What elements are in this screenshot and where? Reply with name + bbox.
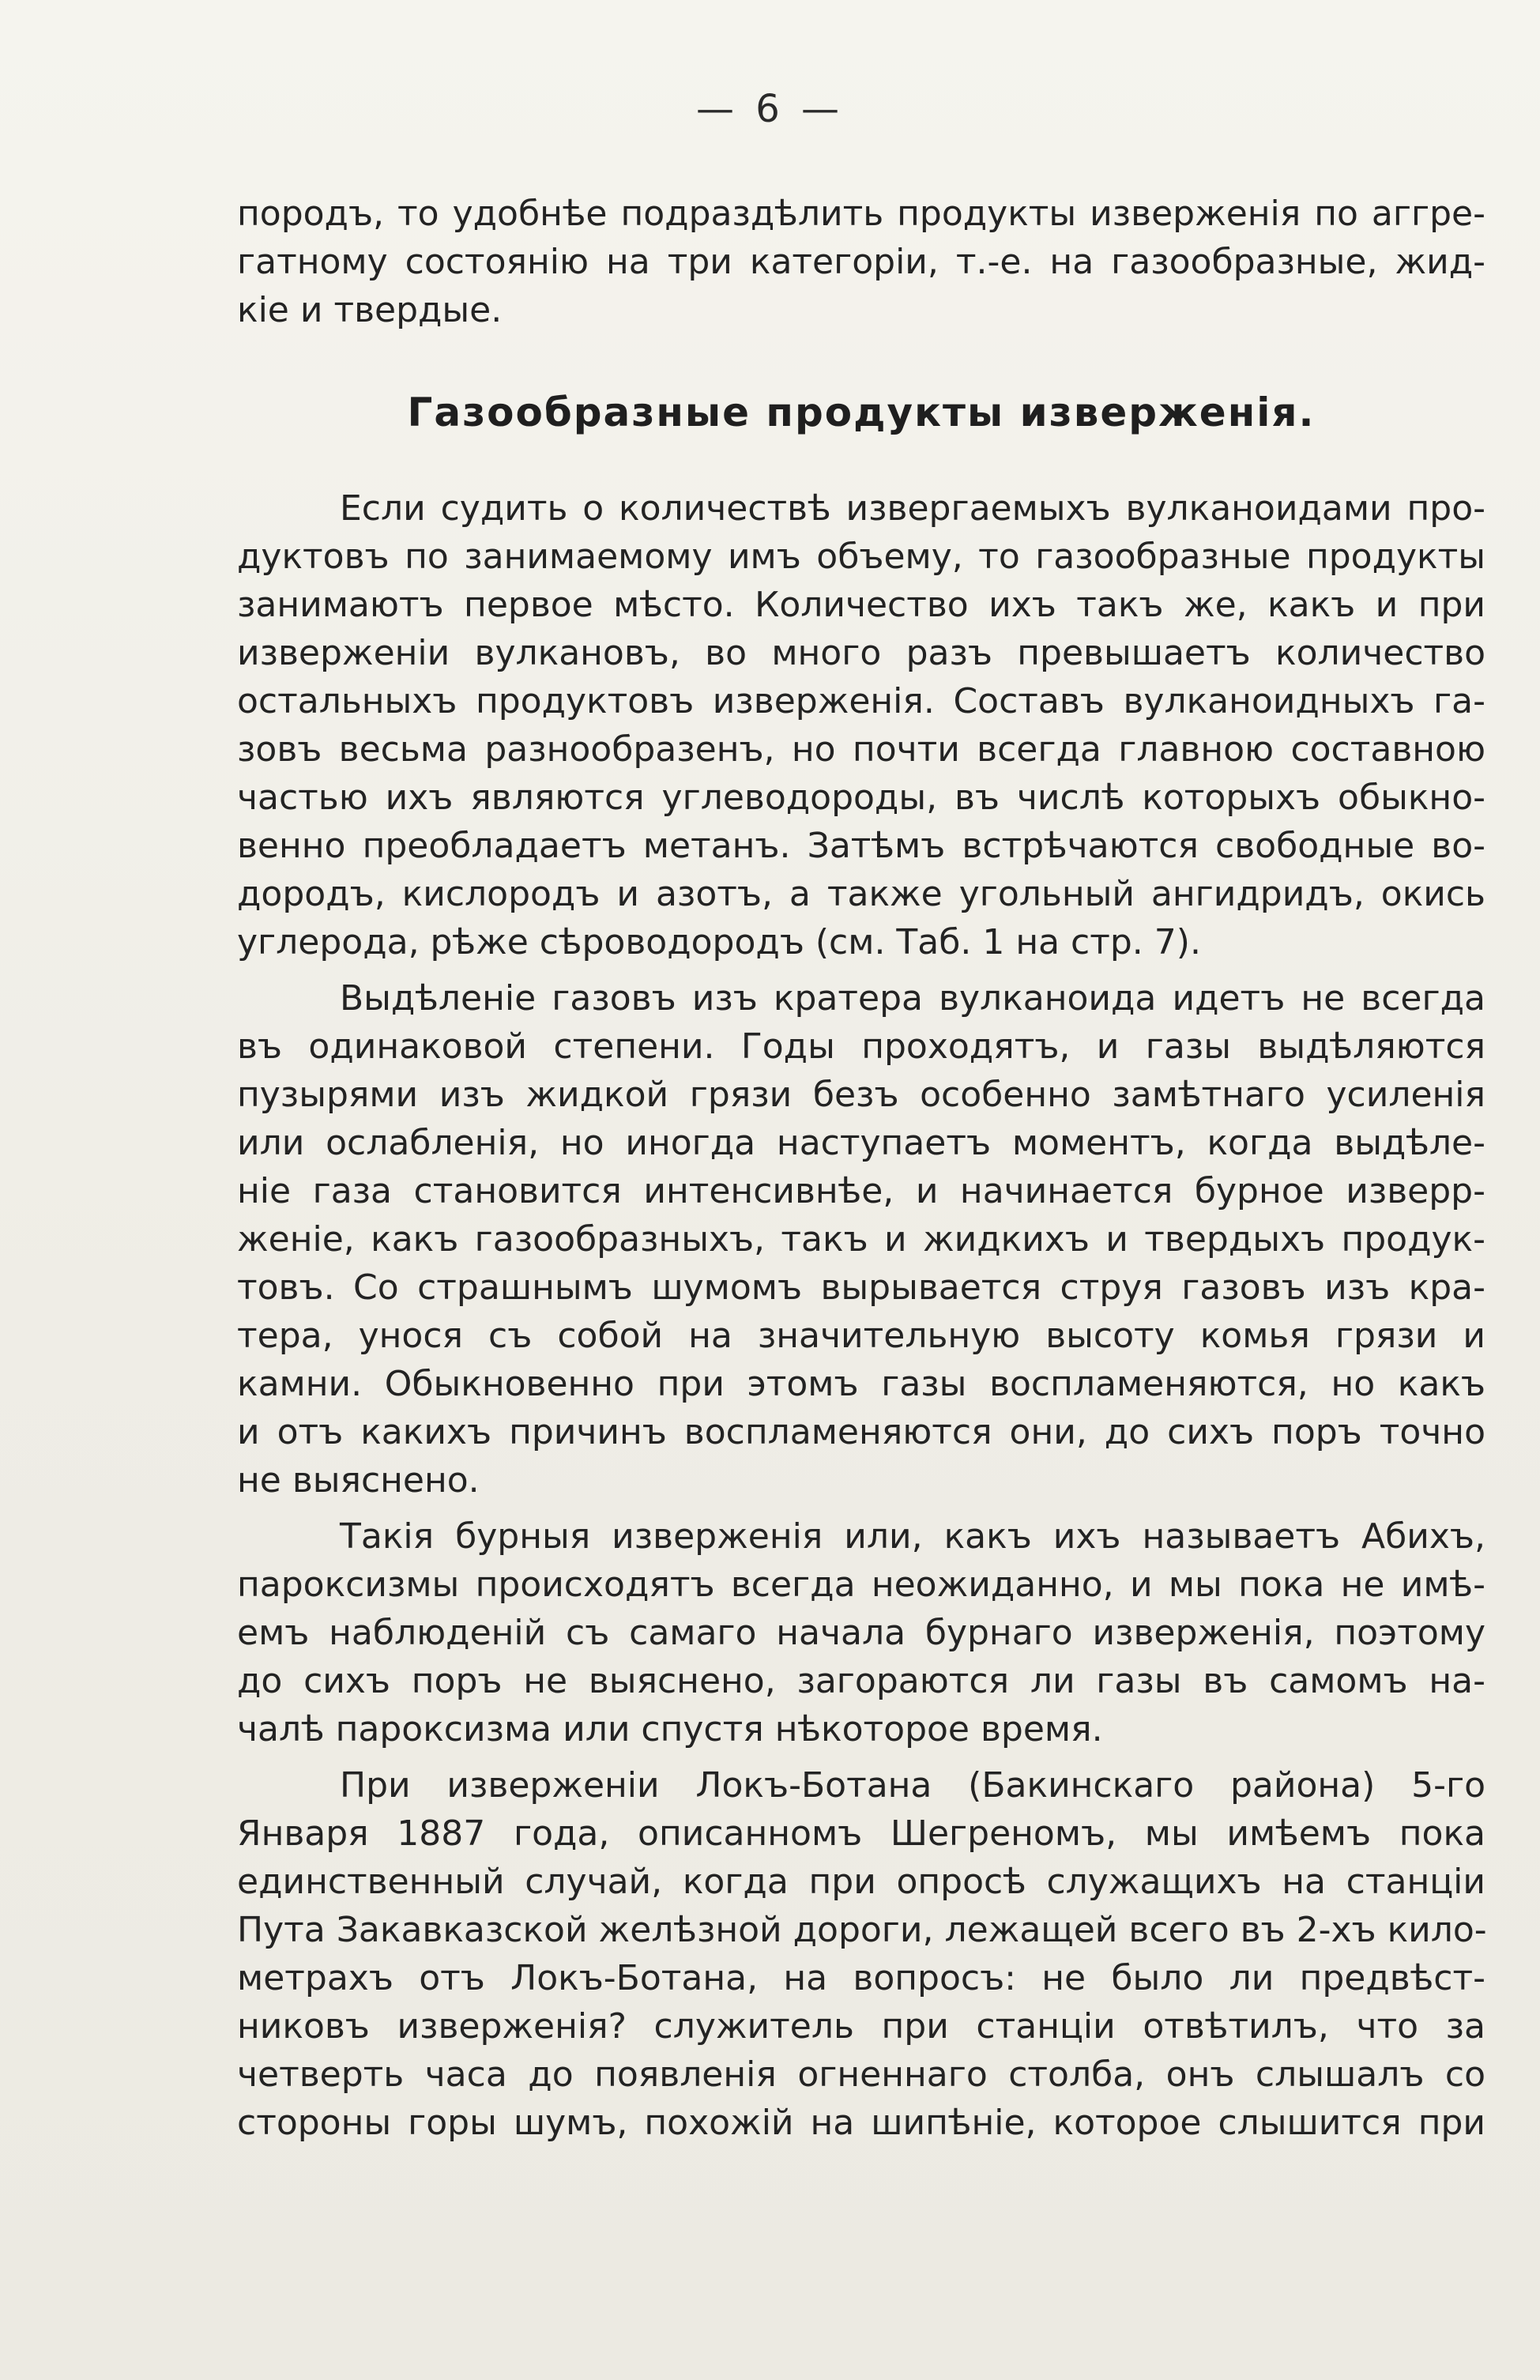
- text-line: зовъ весьма разнообразенъ, но почти всегда главною составною: [237, 729, 1485, 770]
- text-line: кіе и твердые.: [237, 290, 503, 330]
- text-line: метрахъ отъ Локъ-Ботана, на вопросъ: не было ли предвѣст-: [237, 1958, 1485, 1998]
- text-line: никовъ изверженія? служитель при станціи отвѣтилъ, что за: [237, 2006, 1485, 2047]
- text-line: При изверженіи Локъ-Ботана (Бакинскаго района) 5-го: [340, 1765, 1485, 1806]
- text-line: пузырями изъ жидкой грязи безъ особенно замѣтнаго усиленія: [237, 1075, 1485, 1115]
- text-line: женіе, какъ газообразныхъ, такъ и жидкихъ и твердыхъ продук-: [237, 1219, 1485, 1260]
- text-line: чалѣ пароксизма или спустя нѣкоторое время.: [237, 1709, 1103, 1749]
- text-body: [237, 190, 1485, 2147]
- text-line: частью ихъ являются углеводороды, въ числѣ которыхъ обыкно-: [237, 778, 1485, 818]
- text-line: четверть часа до появленія огненнаго столба, онъ слышалъ со: [237, 2054, 1485, 2095]
- text-line: изверженіи вулкановъ, во много разъ превышаетъ количество: [237, 633, 1485, 673]
- text-line: товъ. Со страшнымъ шумомъ вырывается струя газовъ изъ кра-: [237, 1267, 1485, 1308]
- text-line: углерода, рѣже сѣроводородъ (см. Таб. 1 на стр. 7).: [237, 922, 1201, 962]
- text-line: Выдѣленіе газовъ изъ кратера вулканоида идетъ не всегда: [340, 978, 1485, 1019]
- text-line: емъ наблюденій съ самаго начала бурнаго изверженія, поэтому: [237, 1613, 1485, 1653]
- text-line: не выяснено.: [237, 1460, 480, 1501]
- text-line: единственный случай, когда при опросѣ служащихъ на станціи: [237, 1862, 1485, 1902]
- text-line: венно преобладаетъ метанъ. Затѣмъ встрѣчаются свободные во-: [237, 826, 1485, 866]
- text-line: гатному состоянію на три категоріи, т.-е. на газообразные, жид-: [237, 242, 1485, 282]
- paragraph-4: [237, 1761, 1485, 2147]
- text-line: тера, унося съ собой на значительную высоту комья грязи и: [237, 1316, 1485, 1356]
- text-line: стороны горы шумъ, похожій на шипѣніе, которое слышится при: [237, 2103, 1485, 2143]
- text-line: Января 1887 года, описанномъ Шегреномъ, мы имѣемъ пока: [237, 1813, 1485, 1854]
- intro-paragraph: [237, 190, 1485, 334]
- paragraph-3: [237, 1512, 1485, 1753]
- text-line: до сихъ поръ не выяснено, загораются ли газы въ самомъ на-: [237, 1661, 1485, 1701]
- section-heading: Газообразные продукты изверженія.: [407, 390, 1316, 435]
- text-line: породъ, то удобнѣе подраздѣлить продукты изверженія по аггре-: [237, 194, 1485, 234]
- text-line: или ослабленія, но иногда наступаетъ моментъ, когда выдѣле-: [237, 1123, 1485, 1163]
- text-line: въ одинаковой степени. Годы проходятъ, и газы выдѣляются: [237, 1026, 1485, 1067]
- paragraph-2: [237, 974, 1485, 1504]
- text-line: и отъ какихъ причинъ воспламеняются они, до сихъ поръ точно: [237, 1412, 1485, 1452]
- text-line: Если судить о количествѣ извергаемыхъ вулканоидами про-: [340, 488, 1485, 529]
- text-line: камни. Обыкновенно при этомъ газы воспламеняются, но какъ: [237, 1364, 1485, 1404]
- paragraph-1: [237, 484, 1485, 966]
- text-line: дуктовъ по занимаемому имъ объему, то газообразные продукты: [237, 537, 1485, 577]
- text-line: Пута Закавказской желѣзной дороги, лежащей всего въ 2-хъ кило-: [237, 1910, 1487, 1950]
- text-line: остальныхъ продуктовъ изверженія. Составъ вулканоидныхъ га-: [237, 681, 1485, 721]
- text-line: пароксизмы происходятъ всегда неожиданно, и мы пока не имѣ-: [237, 1565, 1485, 1605]
- page-number: — 6 —: [695, 87, 845, 131]
- text-line: Такія бурныя изверженія или, какъ ихъ называетъ Абихъ,: [340, 1516, 1485, 1557]
- text-line: ніе газа становится интенсивнѣе, и начинается бурное изверр-: [237, 1171, 1485, 1211]
- text-line: дородъ, кислородъ и азотъ, а также угольный ангидридъ, окись: [237, 874, 1485, 914]
- text-line: занимаютъ первое мѣсто. Количество ихъ такъ же, какъ и при: [237, 585, 1485, 625]
